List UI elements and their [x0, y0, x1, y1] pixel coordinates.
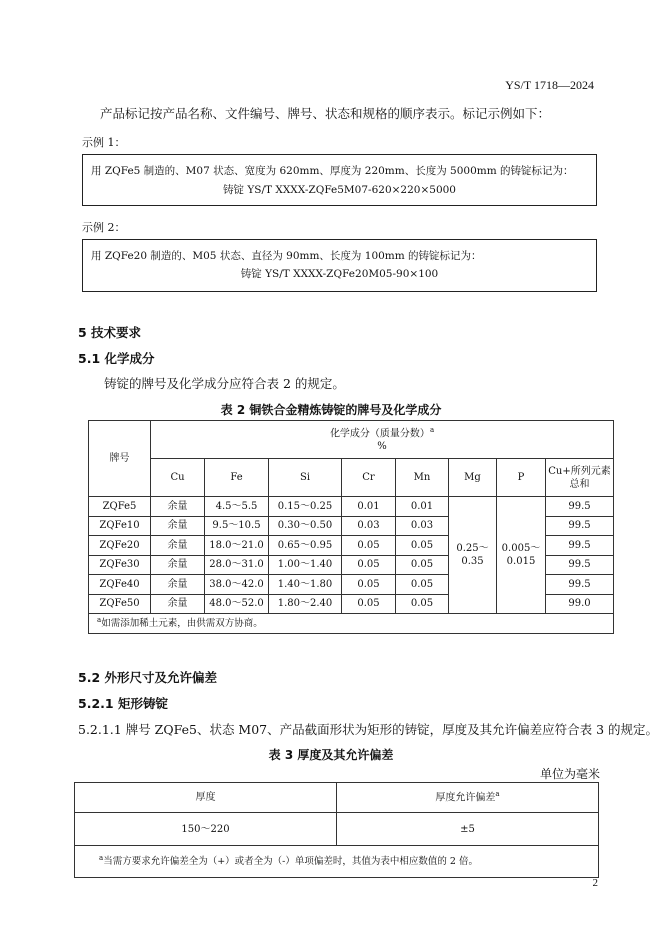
- table-2: [88, 420, 614, 634]
- document-code: YS/T 1718—2024: [505, 78, 594, 92]
- example-2-line2: 铸锭 YS/T XXXX-ZQFe20M05-90×100: [240, 268, 439, 280]
- section-5-1-text: 铸锭的牌号及化学成分应符合表 2 的规定。: [104, 376, 345, 391]
- table-row: ZQFe30 余量 28.0～31.0 1.00～1.40 0.05 0.05 99.5: [89, 555, 614, 575]
- header-mn: Mn: [396, 459, 449, 497]
- table-2-footnote: $^a$如需添加稀土元素，由供需双方协商。: [89, 614, 614, 634]
- section-5-2-1-title: 5.2.1 矩形铸锭: [78, 696, 168, 711]
- example-2-line1: 用 ZQFe20 制造的、M05 状态、直径为 90mm、长度为 100mm 的铸锭标记为：: [91, 250, 482, 262]
- header-si: Si: [269, 459, 342, 497]
- section-5-1-title: 5.1 化学成分: [78, 351, 155, 366]
- table-row: ZQFe20 余量 18.0～21.0 0.65～0.95 0.05 0.05 99.5: [89, 536, 614, 556]
- header-total: Cu+所列元素 总和: [546, 459, 614, 497]
- header-mg: Mg: [449, 459, 497, 497]
- header-unit: %: [377, 441, 387, 453]
- table-row: ZQFe40 余量 38.0～42.0 1.40～1.80 0.05 0.05 99.5: [89, 575, 614, 595]
- header-grade: 牌号: [89, 421, 151, 497]
- header-p: P: [497, 459, 546, 497]
- intro-paragraph: 产品标记按产品名称、文件编号、牌号、状态和规格的顺序表示。标记示例如下：: [100, 106, 551, 121]
- header-thickness: 厚度: [75, 783, 337, 813]
- table-3-caption: 表 3 厚度及其允许偏差: [268, 748, 394, 762]
- table-row: ZQFe50 余量 48.0～52.0 1.80～2.40 0.05 0.05 99.0: [89, 594, 614, 614]
- table-row: ZQFe5 余量 4.5～5.5 0.15～0.25 0.01 0.01 0.25～ 0.35 0.005～ 0.015 99.5: [89, 497, 614, 517]
- table-row: ZQFe10 余量 9.5～10.5 0.30～0.50 0.03 0.03 99.5: [89, 516, 614, 536]
- header-thickness-tolerance: 厚度允许偏差$^a$: [337, 783, 599, 813]
- p-range: 0.005～ 0.015: [497, 497, 546, 614]
- mg-range: 0.25～ 0.35: [449, 497, 497, 614]
- table-3: [74, 782, 599, 878]
- header-cr: Cr: [342, 459, 396, 497]
- example-2-box: [82, 239, 597, 292]
- table-2-caption: 表 2 铜铁合金精炼铸锭的牌号及化学成分: [220, 403, 442, 417]
- section-5-title: 5 技术要求: [78, 325, 142, 340]
- table-row: 150～220 ±5: [75, 813, 599, 846]
- example-1-label: 示例 1：: [82, 136, 126, 149]
- example-2-label: 示例 2：: [82, 221, 126, 234]
- example-1-line1: 用 ZQFe5 制造的、M07 状态、宽度为 620mm、厚度为 220mm、长度为 5000mm 的铸锭标记为：: [91, 165, 574, 177]
- table-3-unit: 单位为毫米: [539, 767, 600, 781]
- example-1-box: [82, 154, 597, 206]
- paragraph-5-2-1-1: 5.2.1.1 牌号 ZQFe5、状态 M07、产品截面形状为矩形的铸锭，厚度及其允许偏差应符合表 3 的规定。: [78, 722, 659, 737]
- header-cu: Cu: [151, 459, 205, 497]
- page-number: 2: [592, 877, 598, 889]
- table-3-footnote: $^a$当需方要求允许偏差全为（+）或者全为（-）单项偏差时，其值为表中相应数值的 2 倍。: [75, 846, 599, 878]
- example-1-line2: 铸锭 YS/T XXXX-ZQFe5M07-620×220×5000: [223, 184, 456, 196]
- header-fe: Fe: [205, 459, 269, 497]
- header-composition: 化学成分（质量分数）$^a$ %: [151, 421, 614, 459]
- section-5-2-title: 5.2 外形尺寸及允许偏差: [78, 670, 217, 685]
